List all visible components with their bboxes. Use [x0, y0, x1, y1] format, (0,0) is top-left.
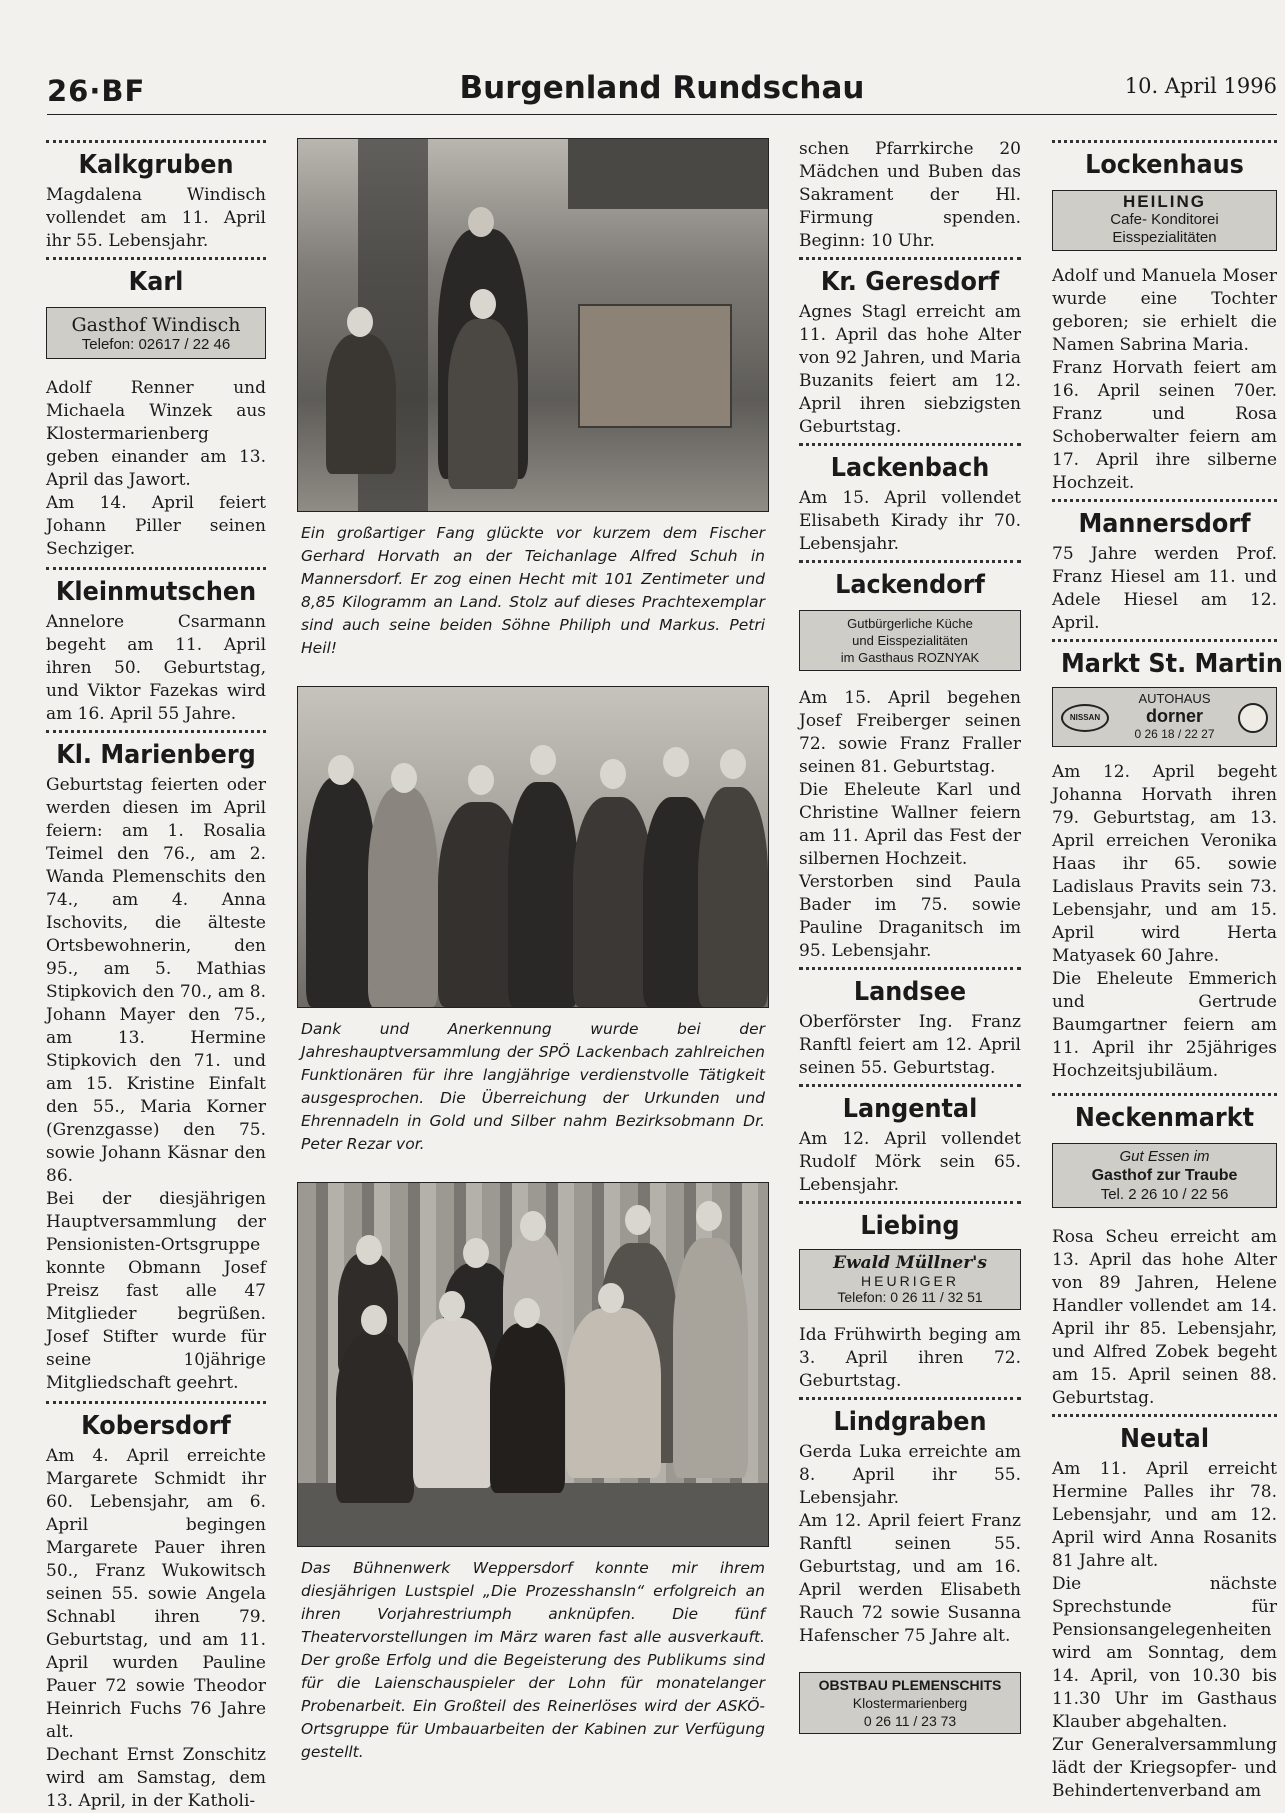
ad-line: Klostermarienberg	[852, 1695, 968, 1711]
ad-title: Gasthof zur Traube	[1091, 1167, 1238, 1184]
divider	[799, 560, 1021, 563]
article-text: Am 14. April feiert Johann Piller seinen Sechziger.	[46, 493, 266, 559]
article-text: Am 15. April begehen Josef Freiberger seinen 72. sowie Franz Fraller seinen 81. Geburtstag.	[799, 688, 1021, 777]
ad-line: AUTOHAUS	[1138, 691, 1211, 706]
divider	[1052, 639, 1277, 642]
section-title-neutal: Neutal	[1119, 1424, 1210, 1454]
article-text: Franz Horvath feiert am 16. April seinen 70er. Franz und Rosa Schoberwalter feiern am 17. April ihre silberne Hochzeit.	[1052, 358, 1277, 493]
section-title-markt-st-martin: Markt St. Martin	[1061, 649, 1283, 679]
section-title-lackendorf: Lackendorf	[835, 570, 985, 600]
divider	[799, 1084, 1021, 1087]
article-text: Am 12. April feiert Franz Ranftl seinen 55. Geburtstag, und am 16. April werden Elisabeth Rauch 72 sowie Susanna Hafenscher 75 Jahre alt.	[799, 1511, 1021, 1646]
divider	[46, 257, 266, 260]
photo-caption-buehnenwerk: Das Bühnenwerk Weppersdorf konnte mir ihrem diesjährigen Lustspiel „Die Prozesshansln“ erfolgreich an ihren Vorjahrestriumph anknüpfen. Die fünf Theatervorstellungen im März waren fast alle ausverkauft. Der große Erfolg und die Begeisterung des Publikums sind für die Laienschauspieler der Lohn für monatelanger Probenarbeit. Ein Großteil des Reinerlöses wird der ASKÖ-Ortsgruppe für Umbauarbeiten der Kabinen zur Verfügung gestellt.	[301, 1559, 765, 1761]
article-text: Die Eheleute Karl und Christine Wallner feiern am 11. April das Fest der silbernen Hochzeit.	[799, 780, 1021, 869]
section-title-lindgraben: Lindgraben	[833, 1407, 987, 1437]
ad-title: Gasthof Windisch	[71, 314, 241, 336]
divider	[46, 567, 266, 570]
divider	[799, 967, 1021, 970]
ad-phone: Telefon: 0 26 11 / 32 51	[837, 1289, 983, 1305]
ad-phone: Telefon: 02617 / 22 46	[81, 336, 231, 353]
article-text: Gerda Luka erreichte am 8. April ihr 55. Lebensjahr.	[799, 1442, 1021, 1508]
divider	[799, 1201, 1021, 1204]
ad-line: Eisspezialitäten	[1112, 229, 1217, 246]
ad-title: dorner	[1145, 706, 1203, 726]
divider	[799, 1397, 1021, 1400]
article-text: Bei der diesjährigen Hauptversammlung der Pensionisten-Ortsgruppe konnte Obmann Josef Preisz fast alle 47 Mitglieder begrüßen. Josef Stifter wurde für seine 10jährige Mitgliedschaft geehrt.	[46, 1189, 266, 1393]
section-title-kl-marienberg: Kl. Marienberg	[56, 740, 256, 770]
section-title-lockenhaus: Lockenhaus	[1085, 150, 1244, 180]
skoda-logo-icon	[1238, 703, 1268, 733]
newspaper-title: Burgenland Rundschau	[459, 70, 865, 106]
article-text: Verstorben sind Paula Bader im 75. sowie Pauline Draganitsch im 95. Lebensjahr.	[799, 872, 1021, 961]
article-text: 75 Jahre werden Prof. Franz Hiesel am 11. und Adele Hiesel am 12. April.	[1052, 544, 1277, 633]
divider	[1052, 140, 1277, 143]
photo-fishing	[297, 138, 769, 512]
photo-buehnenwerk-weppersdorf	[297, 1182, 769, 1547]
ad-title: HEILING	[1123, 192, 1206, 211]
article-text: Rosa Scheu erreicht am 13. April das hohe Alter von 89 Jahren, Helene Handler vollendet am 14. April ihr 85. Lebensjahr, und Alfred Zobek begeht am 15. April seinen 88. Geburtstag.	[1052, 1227, 1277, 1408]
divider	[1052, 499, 1277, 502]
section-title-kalkgruben: Kalkgruben	[78, 150, 234, 180]
photo-caption-spoe: Dank und Anerkennung wurde bei der Jahreshauptversammlung der SPÖ Lackenbach zahlreichen Funktionären für ihre langjährige verdienstvolle Tätigkeit ausgesprochen. Die Überreichung der Urkunden und Ehrennadeln in Gold und Silber nahm Bezirksobmann Dr. Peter Rezar vor.	[301, 1020, 765, 1153]
column-4	[1052, 138, 1283, 1803]
section-title-langental: Langental	[842, 1094, 978, 1124]
ad-line: Cafe- Konditorei	[1110, 211, 1219, 228]
article-text: Agnes Stagl erreicht am 11. April das hohe Alter von 92 Jahren, und Maria Buzanits feiert am 12. April ihren siebzigsten Geburtstag.	[799, 302, 1021, 437]
article-text: Am 11. April erreicht Hermine Palles ihr 78. Lebensjahr, und am 12. April wird Anna Rosanits 81 Jahre alt.	[1052, 1459, 1277, 1571]
section-title-karl: Karl	[128, 267, 184, 297]
ad-phone: 0 26 18 / 22 27	[1134, 727, 1215, 741]
ad-phone: Tel. 2 26 10 / 22 56	[1100, 1186, 1229, 1203]
section-title-neckenmarkt: Neckenmarkt	[1074, 1103, 1255, 1133]
article-text: schen Pfarrkirche 20 Mädchen und Buben das Sakrament der Hl. Firmung spenden. Beginn: 10 Uhr.	[799, 139, 1021, 251]
divider	[799, 443, 1021, 446]
article-text: Die nächste Sprechstunde für Pensionsangelegenheiten wird am Sonntag, dem 14. April, von 10.30 bis 11.30 Uhr im Gasthaus Klauber abgehalten.	[1052, 1574, 1277, 1732]
divider	[46, 140, 266, 143]
photo-spoe-lackenbach	[297, 686, 769, 1008]
nissan-logo: NISSAN	[1061, 704, 1109, 732]
ad-autohaus-dorner	[1052, 687, 1277, 747]
ad-line: Gut Essen im	[1119, 1148, 1210, 1165]
issue-date: 10. April 1996	[1124, 74, 1277, 98]
article-text: Am 15. April vollendet Elisabeth Kirady ihr 70. Lebensjahr.	[799, 488, 1021, 554]
ad-title: OBSTBAU PLEMENSCHITS	[818, 1677, 1002, 1693]
column-3	[799, 138, 1021, 1742]
ad-heuriger-muellner	[799, 1249, 1021, 1310]
article-text: Die Eheleute Emmerich und Gertrude Baumgartner feiern am 11. April ihr 25jähriges Hochzeitsjubiläum.	[1052, 969, 1277, 1081]
article-text: Annelore Csarmann begeht am 11. April ihren 50. Geburtstag, und Viktor Fazekas wird am 16. April 55 Jahre.	[46, 612, 266, 724]
article-text: Am 12. April begeht Johanna Horvath ihren 79. Geburtstag, am 13. April erreichen Veronika Haas ihr 65. sowie Ladislaus Pravits sein 73. Lebensjahr, und am 15. April wird Herta Matyasek 60 Jahre.	[1052, 762, 1277, 966]
article-text: Zur Generalversammlung lädt der Kriegsopfer- und Behindertenverband am	[1052, 1735, 1277, 1801]
article-text: Adolf und Manuela Moser wurde eine Tochter geboren; sie erhielt die Namen Sabrina Maria.	[1052, 266, 1277, 355]
ad-obstbau-plemenschits	[799, 1672, 1021, 1734]
section-title-kleinmutschen: Kleinmutschen	[55, 577, 257, 607]
ad-title: Ewald Müllner's	[833, 1253, 987, 1273]
ad-line: und Eisspezialitäten	[852, 633, 968, 648]
divider	[1052, 1414, 1277, 1417]
section-title-kr-geresdorf: Kr. Geresdorf	[820, 267, 1000, 297]
ad-line: im Gasthaus ROZNYAK	[840, 650, 980, 665]
article-text: Am 12. April vollendet Rudolf Mörk sein 65. Lebensjahr.	[799, 1129, 1021, 1195]
article-text: Dechant Ernst Zonschitz wird am Samstag, dem 13. April, in der Katholi-	[46, 1745, 266, 1811]
article-text: Adolf Renner und Michaela Winzek aus Klostermarienberg geben einander am 13. April das Jawort.	[46, 378, 266, 490]
page-header	[47, 66, 1277, 115]
article-text: Geburtstag feierten oder werden diesen im April feiern: am 1. Rosalia Teimel den 76., am 2. Wanda Plemenschits den 74., am 4. Anna Ischovits, die älteste Ortsbewohnerin, den 95., am 5. Mathias Stipkovich den 70., am 8. Johann Mayer den 75., am 13. Hermine Stipkovich den 71. und am 15. Kristine Einfalt den 55., Maria Korner (Grenzgasse) den 75. sowie Johann Käsnar den 86.	[46, 775, 266, 1186]
divider	[46, 1401, 266, 1404]
ad-line: Gutbürgerliche Küche	[847, 616, 973, 631]
ad-gasthof-windisch	[46, 307, 266, 359]
column-2	[297, 138, 769, 1764]
ad-phone: 0 26 11 / 23 73	[863, 1713, 957, 1729]
photo-caption-fishing: Ein großartiger Fang glückte vor kurzem dem Fischer Gerhard Horvath an der Teichanlage Alfred Schuh in Mannersdorf. Er zog einen Hecht mit 101 Zentimeter und 8,85 Kilogramm an Land. Stolz auf dieses Prachtexemplar sind auch seine beiden Söhne Philiph und Markus. Petri Heil!	[301, 524, 765, 657]
section-title-mannersdorf: Mannersdorf	[1078, 509, 1251, 539]
page-number: 26·BF	[47, 74, 146, 108]
divider	[1052, 1093, 1277, 1096]
section-title-liebing: Liebing	[860, 1211, 960, 1241]
section-title-lackenbach: Lackenbach	[830, 453, 990, 483]
divider	[799, 257, 1021, 260]
section-title-kobersdorf: Kobersdorf	[81, 1411, 231, 1441]
article-text: Am 4. April erreichte Margarete Schmidt ihr 60. Lebensjahr, am 6. April begingen Margarete Pauer ihren 50., Franz Wukowitsch seinen 55. sowie Angela Schnabl ihren 79. Geburtstag, und am 11. April wurden Pauline Pauer 72 sowie Theodor Heinrich Fuchs 76 Jahre alt.	[46, 1446, 266, 1742]
column-1	[46, 138, 266, 1813]
article-text: Ida Frühwirth beging am 3. April ihren 72. Geburtstag.	[799, 1325, 1021, 1391]
article-text: Oberförster Ing. Franz Ranftl feiert am 12. April seinen 55. Geburtstag.	[799, 1012, 1021, 1078]
ad-gasthof-zur-traube	[1052, 1143, 1277, 1208]
divider	[46, 730, 266, 733]
article-text: Magdalena Windisch vollendet am 11. April ihr 55. Lebensjahr.	[46, 185, 266, 251]
ad-cafe-heiling	[1052, 190, 1277, 251]
ad-line: HEURIGER	[861, 1273, 959, 1289]
ad-gasthaus-roznyak	[799, 610, 1021, 671]
section-title-landsee: Landsee	[853, 977, 967, 1007]
